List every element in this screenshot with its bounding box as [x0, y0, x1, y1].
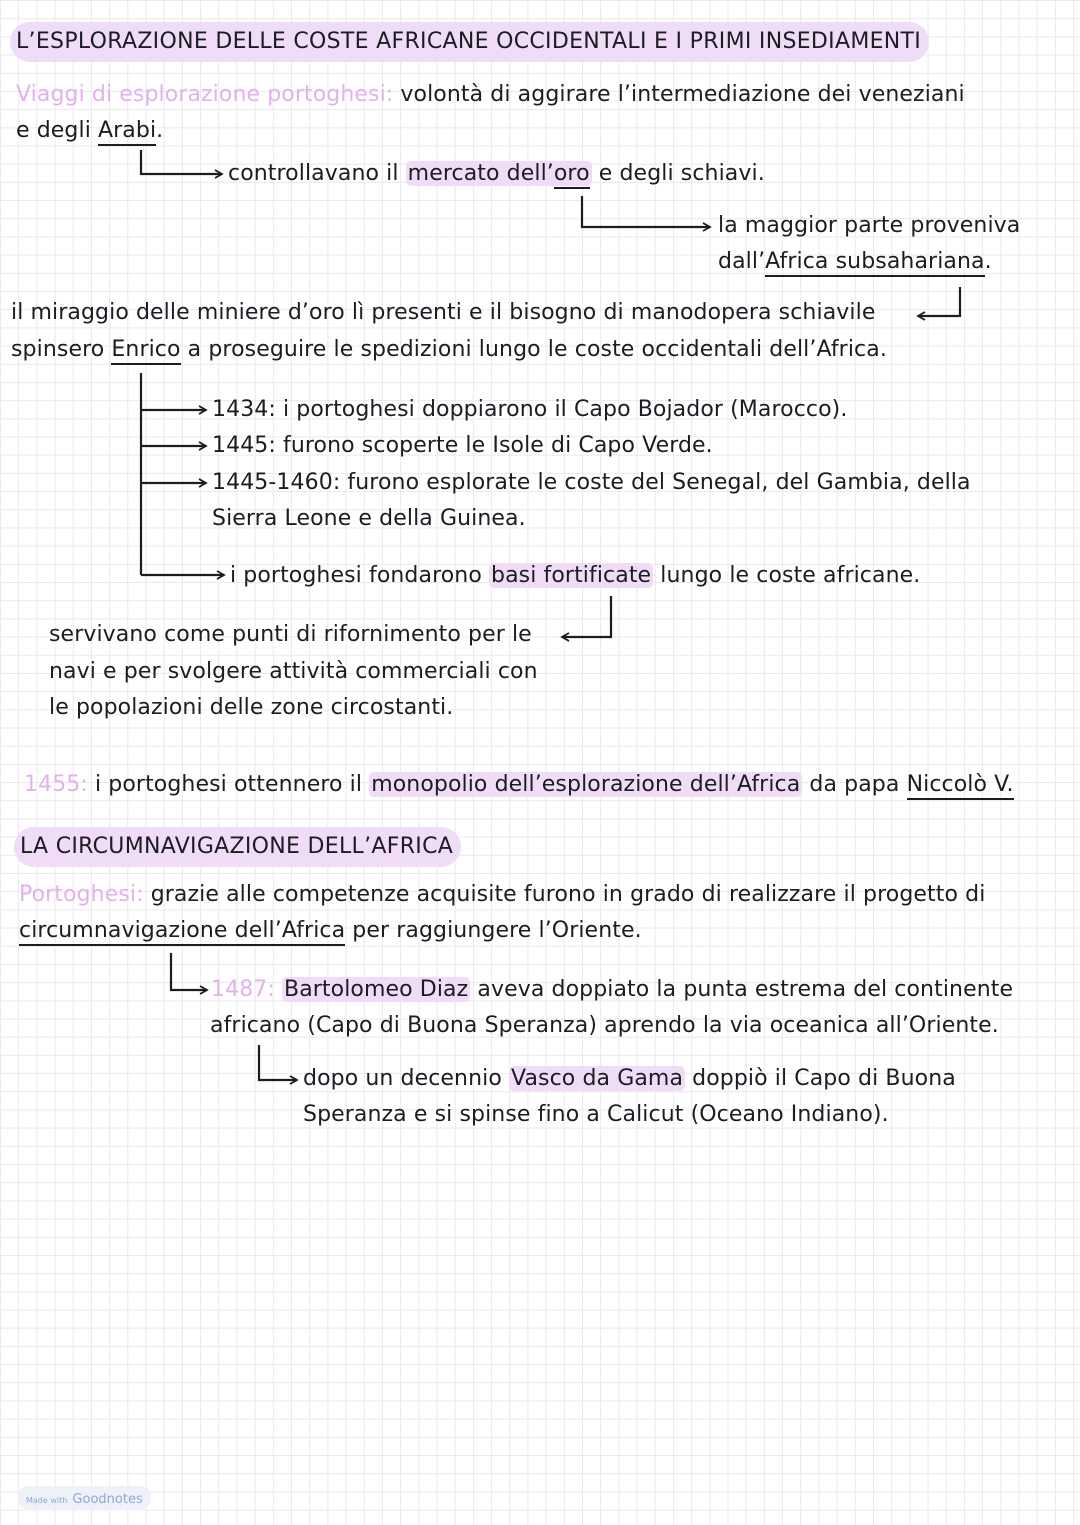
servivano-line-3: le popolazioni delle zone circostanti. — [49, 695, 454, 720]
line-1455 — [24, 767, 1014, 803]
gama-post: doppiò il Capo di Buona — [692, 1066, 956, 1091]
mercato-highlight — [406, 161, 592, 186]
miraggio-line-2 — [11, 332, 887, 368]
goodnotes-badge — [18, 1486, 151, 1509]
y1455-mid: da papa — [809, 772, 900, 797]
miraggio-line-1: il miraggio delle miniere d’oro lì presenti e il bisogno di manodopera schiavile — [11, 300, 876, 325]
maggior-line-1: la maggior parte proveniva — [718, 213, 1021, 238]
diaz-post: aveva doppiato la punta estrema del continente — [477, 977, 1014, 1002]
niccolo-underlined: Niccolò V. — [907, 772, 1014, 800]
gama-line-2: Speranza e si spinse fino a Calicut (Oceano Indiano). — [303, 1102, 889, 1127]
viaggi-line — [16, 77, 965, 113]
section-1-title: L’ESPLORAZIONE DELLE COSTE AFRICANE OCCIDENTALI E I PRIMI INSEDIAMENTI — [10, 22, 929, 62]
servivano-line-1: servivano come punti di rifornimento per le — [49, 622, 532, 647]
mercato-text: mercato dell’ — [407, 161, 554, 186]
portoghesi-line — [19, 877, 985, 913]
controllavano-pre: controllavano il — [228, 161, 399, 186]
year-1455: 1455: — [24, 772, 88, 797]
gama-line-1 — [303, 1061, 956, 1097]
timeline-text: i portoghesi doppiarono il Capo Bojador (Marocco). — [283, 397, 848, 422]
basi-line — [230, 558, 920, 594]
line2-pre: e degli — [16, 118, 91, 143]
timeline-text: furono esplorate le coste del Senegal, del Gambia, della — [347, 470, 971, 495]
timeline-year: 1445: — [212, 433, 276, 458]
miraggio-2-post: a proseguire le spedizioni lungo le coste occidentali dell’Africa. — [187, 337, 887, 362]
line-1487 — [211, 972, 1013, 1008]
timeline-year: 1445-1460: — [212, 470, 341, 495]
section-2-title: LA CIRCUMNAVIGAZIONE DELL’AFRICA — [14, 827, 461, 867]
portoghesi-label: Portoghesi: — [19, 882, 144, 907]
circum-line — [19, 913, 642, 949]
africa-subsahariana-underlined: Africa subsahariana — [765, 249, 984, 277]
arabi-underlined: Arabi — [98, 118, 156, 146]
timeline-continuation: Sierra Leone e della Guinea. — [212, 506, 526, 531]
timeline-item-1445 — [212, 428, 713, 464]
diaz-highlight: Bartolomeo Diaz — [284, 977, 469, 1002]
arabi-line — [16, 113, 163, 149]
arrow-subsahariana-miraggio — [918, 287, 960, 316]
brand-text: Goodnotes — [72, 1492, 143, 1507]
gama-pre: dopo un decennio — [303, 1066, 502, 1091]
maggior-2-dot: . — [984, 249, 992, 274]
maggior-2-pre: dall’ — [718, 249, 766, 274]
viaggi-text: volontà di aggirare l’intermediazione dei veneziani — [400, 82, 965, 107]
line2-dot: . — [156, 118, 164, 143]
arrow-arabi-controllavano — [141, 150, 222, 174]
controllavano-line — [228, 156, 765, 192]
gama-highlight: Vasco da Gama — [511, 1066, 684, 1091]
oro-underlined: oro — [554, 161, 590, 189]
enrico-underlined: Enrico — [111, 337, 180, 365]
timeline-text: furono scoperte le Isole di Capo Verde. — [283, 433, 713, 458]
portoghesi-text: grazie alle competenze acquisite furono in grado di realizzare il progetto di — [150, 882, 986, 907]
circumnavigazione-underlined: circumnavigazione dell’Africa — [19, 918, 345, 946]
arrow-oro-maggior — [582, 196, 710, 227]
arrow-basi-servivano — [562, 596, 611, 637]
basi-post: lungo le coste africane. — [660, 563, 921, 588]
basi-pre: i portoghesi fondarono — [230, 563, 482, 588]
y1455-pre: i portoghesi ottennero il — [95, 772, 363, 797]
basi-highlight: basi fortificate — [491, 563, 652, 588]
maggior-line-2 — [718, 244, 992, 280]
viaggi-label: Viaggi di esplorazione portoghesi: — [16, 82, 394, 107]
timeline-item-1445-1460 — [212, 465, 971, 501]
arrow-1487-gama — [259, 1045, 297, 1080]
diaz-line-2: africano (Capo di Buona Speranza) aprendo la via oceanica all’Oriente. — [210, 1013, 999, 1038]
controllavano-post: e degli schiavi. — [598, 161, 765, 186]
servivano-line-2: navi e per svolgere attività commerciali con — [49, 659, 538, 684]
arrow-circum-1487 — [171, 953, 207, 990]
timeline-year: 1434: — [212, 397, 276, 422]
monopolio-highlight: monopolio dell’esplorazione dell’Africa — [371, 772, 801, 797]
circum-post: per raggiungere l’Oriente. — [352, 918, 642, 943]
year-1487: 1487: — [211, 977, 275, 1002]
made-with-text: Made with — [26, 1496, 68, 1505]
miraggio-2-pre: spinsero — [11, 337, 105, 362]
timeline-item-1434 — [212, 392, 847, 428]
